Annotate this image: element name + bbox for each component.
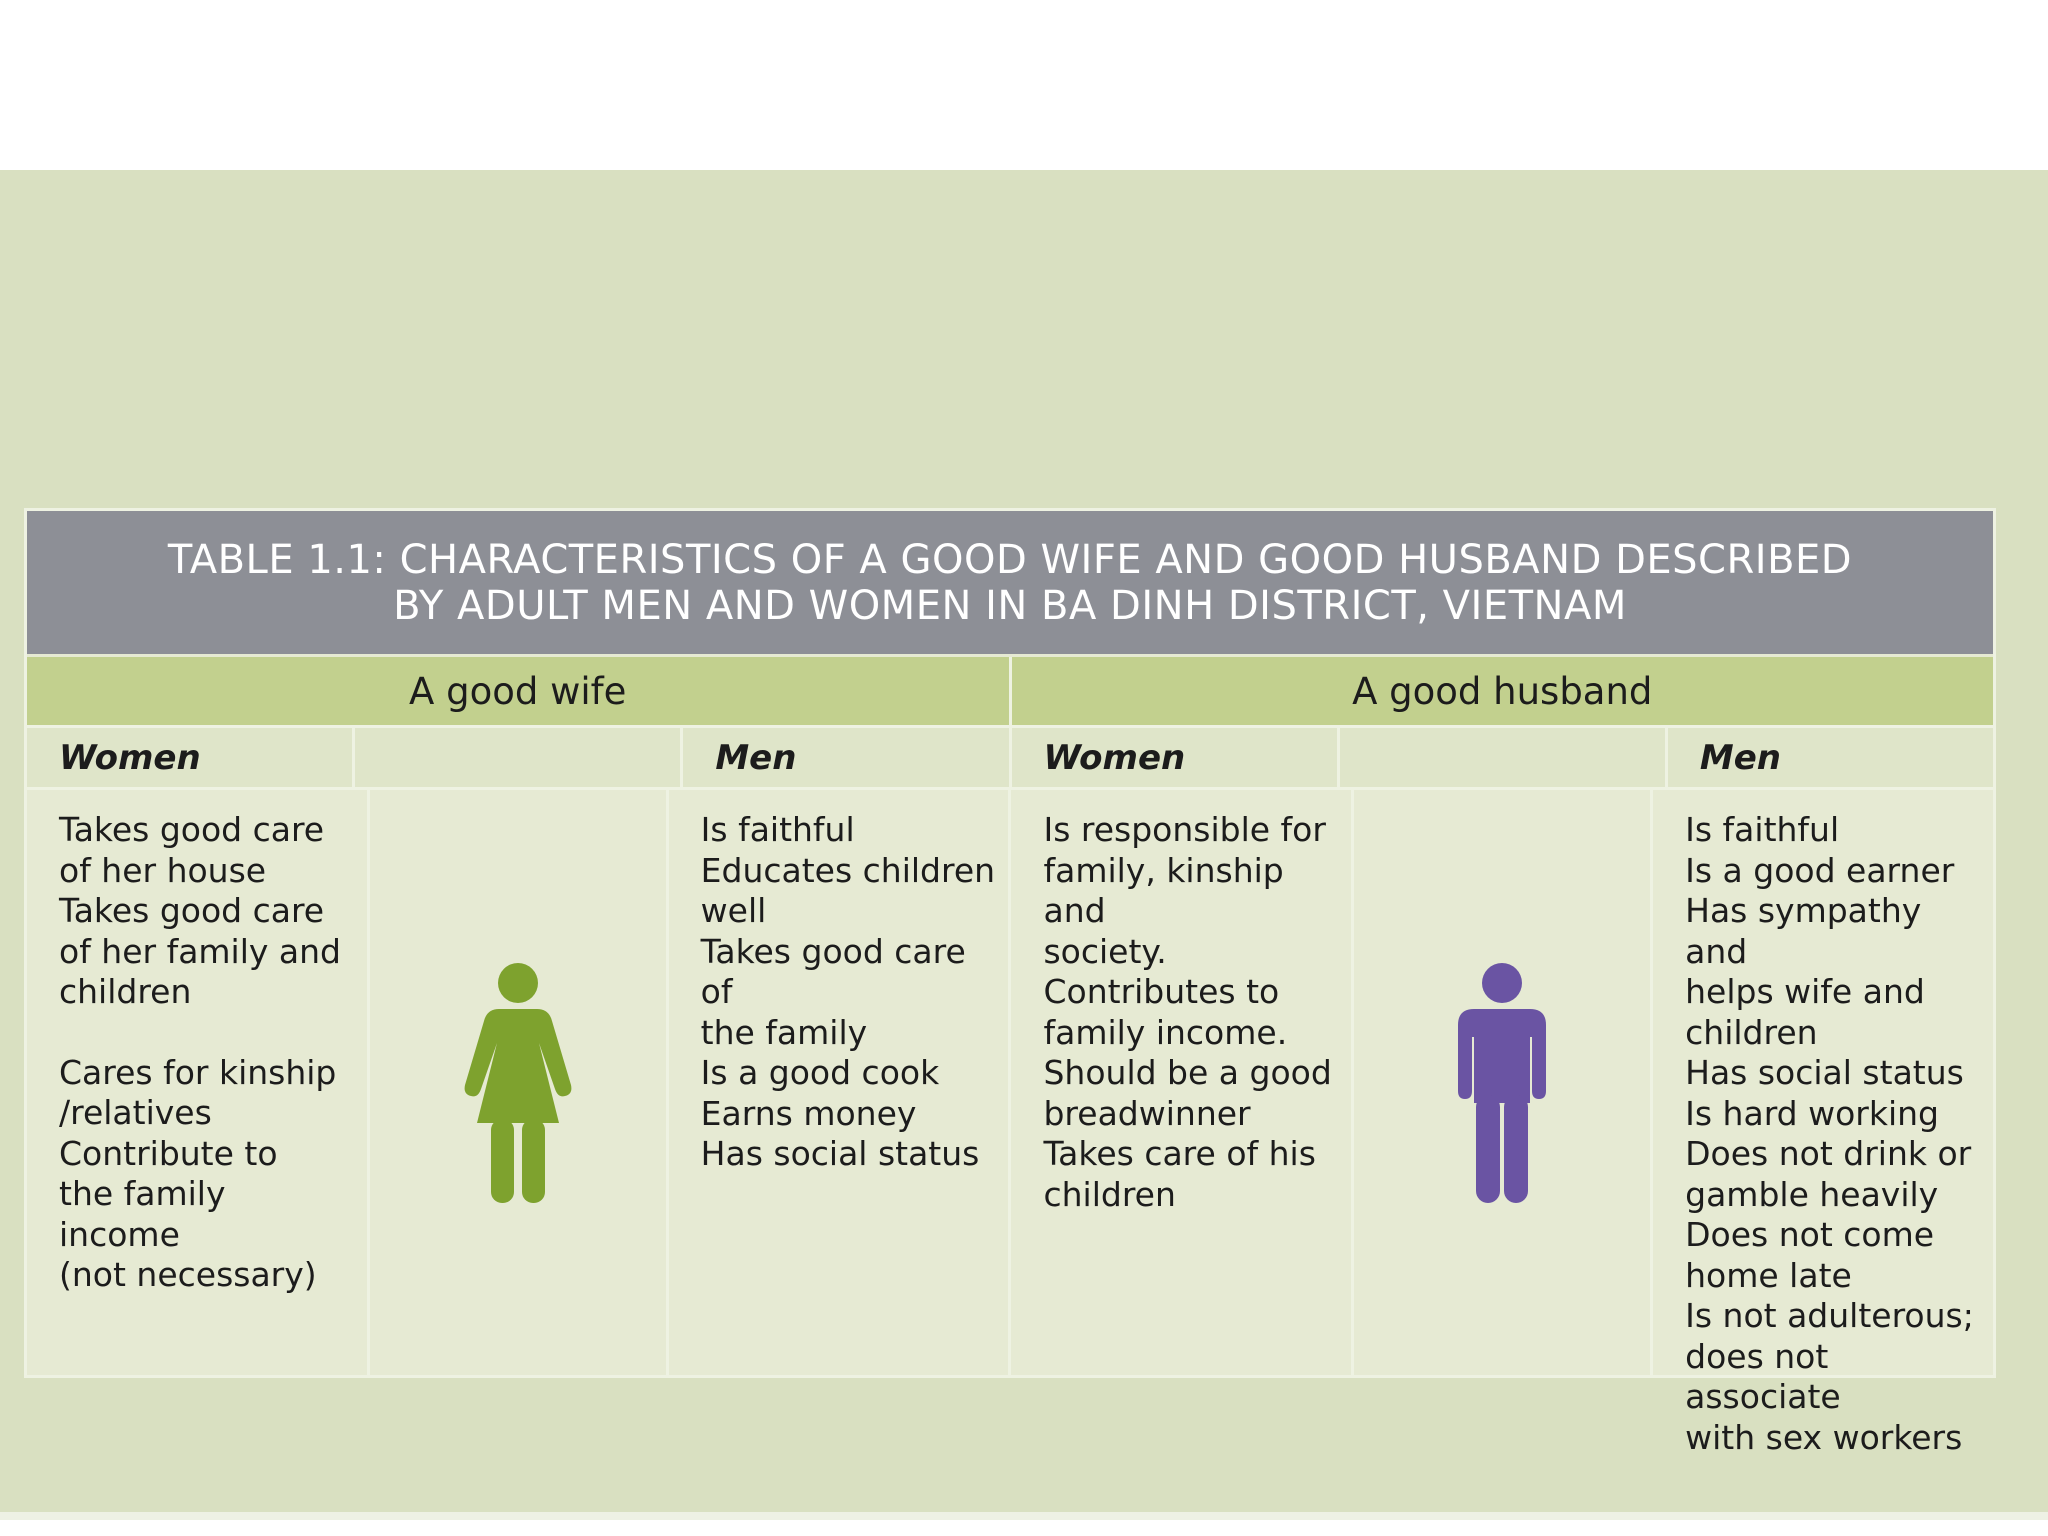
cell-husband-icon xyxy=(1351,790,1650,1375)
cell-wife-men xyxy=(666,790,1009,1375)
list-item: Earns money xyxy=(700,1093,917,1133)
list-item: Does not drink or gamble heavily xyxy=(1685,1134,1972,1214)
column-header-wife-women: Women xyxy=(27,728,352,787)
list-item: Is not adulterous; does not associate with sex workers xyxy=(1685,1296,1974,1457)
list-item: Is faithful xyxy=(700,810,855,849)
cell-husband-men xyxy=(1650,790,1993,1457)
list-item: Is responsible for family, kinship and society. xyxy=(1043,810,1326,971)
list-item: Is a good cook xyxy=(700,1053,940,1092)
list-item: Has social status xyxy=(1685,1053,1964,1092)
list-item: Does not come home late xyxy=(1685,1215,1935,1295)
list-item: Educates children well xyxy=(700,850,996,930)
list-item: Takes good care of her house xyxy=(59,810,325,890)
list-item: Has sympathy and helps wife and children xyxy=(1685,891,1925,1052)
table-body-row xyxy=(27,790,1993,1457)
table-title-line-2: BY ADULT MEN AND WOMEN IN BA DINH DISTRICT, VIETNAM xyxy=(393,582,1627,629)
list-item: Takes care of his children xyxy=(1043,1134,1316,1214)
column-header-wife-men: Men xyxy=(680,728,1008,787)
table-title-line-1: TABLE 1.1: CHARACTERISTICS OF A GOOD WIFE AND GOOD HUSBAND DESCRIBED xyxy=(167,536,1853,583)
column-header-row xyxy=(27,728,1993,787)
list-item: Is faithful xyxy=(1685,810,1840,849)
list-item: Contribute to the family income (not necessary) xyxy=(59,1133,317,1294)
list-item: Takes good care of the family xyxy=(700,931,966,1052)
man-icon xyxy=(1454,963,1550,1203)
slide-bottom-divider xyxy=(0,1512,2048,1520)
row-divider xyxy=(27,725,1993,728)
table-title xyxy=(110,537,1910,629)
group-header-good-wife: A good wife xyxy=(27,657,1009,725)
column-header-husband-men: Men xyxy=(1665,728,1993,787)
column-header-wife-icon xyxy=(352,728,680,787)
cell-husband-women xyxy=(1008,790,1351,1375)
woman-icon xyxy=(463,963,573,1203)
cell-wife-icon xyxy=(367,790,666,1375)
table-title-bar xyxy=(27,511,1993,654)
list-item: Is hard working xyxy=(1685,1093,1940,1133)
list-item: Takes good care of her family and children xyxy=(59,891,341,1011)
characteristics-table xyxy=(24,508,1996,1457)
column-header-husband-women: Women xyxy=(1009,728,1337,787)
list-item: Should be a good breadwinner xyxy=(1043,1053,1332,1133)
list-item: Cares for kinship /relatives xyxy=(59,1052,337,1132)
cell-wife-women xyxy=(27,790,367,1375)
list-item: Contributes to family income. xyxy=(1043,972,1288,1052)
list-item: Is a good earner xyxy=(1685,850,1955,890)
list-item: Has social status xyxy=(700,1134,980,1173)
column-header-husband-icon xyxy=(1337,728,1665,787)
group-header-good-husband: A good husband xyxy=(1009,657,1994,725)
group-header-row xyxy=(27,657,1993,725)
